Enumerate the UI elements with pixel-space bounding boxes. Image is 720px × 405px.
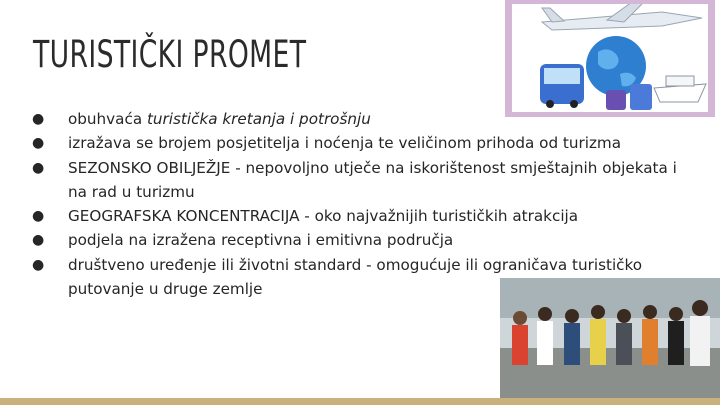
travel-collage-image <box>505 0 715 117</box>
luggage-icon <box>606 90 626 110</box>
bullet-text: GEOGRAFSKA KONCENTRACIJA - oko najvažnijih turističkih atrakcija <box>68 207 579 226</box>
luggage-icon <box>630 84 652 110</box>
bottom-accent-bar <box>0 398 720 405</box>
bullet-item <box>32 131 692 155</box>
bullet-dot: ● <box>32 111 45 127</box>
bullet-text: izražava se brojem posjetitelja i noćenja te veličinom prihoda od turizma <box>68 134 622 153</box>
bullet-text: SEZONSKO OBILJEŽJE - nepovoljno utječe na iskorištenost smještajnih objekata i na rad u turizmu <box>68 158 677 201</box>
bullet-item <box>32 204 692 228</box>
bullet-text-prefix: obuhvaća <box>68 110 147 128</box>
bullet-item <box>32 156 692 205</box>
bullet-dot: ● <box>32 159 45 176</box>
bullet-dot: ● <box>32 256 45 273</box>
airplane-tail <box>542 8 564 22</box>
bullet-text: podjela na izražena receptivna i emitivna područja <box>68 231 454 250</box>
bullet-text: društveno uređenje ili životni standard - omogućuje ili ograničava turističko putovanje u druge zemlje <box>68 255 643 299</box>
bullet-dot: ● <box>32 232 45 249</box>
bullet-list <box>32 107 692 301</box>
slide-title: TURISTIČKI PROMET <box>33 33 307 76</box>
bullet-dot: ● <box>32 135 45 152</box>
ship-icon <box>654 84 706 102</box>
travel-collage-canvas <box>512 4 708 112</box>
bus-windshield <box>544 68 580 84</box>
bullet-dot: ● <box>32 208 45 225</box>
bullet-item <box>32 228 692 252</box>
bullet-text-emphasis: turistička kretanja i potrošnju <box>146 110 371 128</box>
tourists-illustration <box>500 278 720 398</box>
tourists-photo <box>500 278 720 398</box>
travel-illustration <box>512 4 708 112</box>
